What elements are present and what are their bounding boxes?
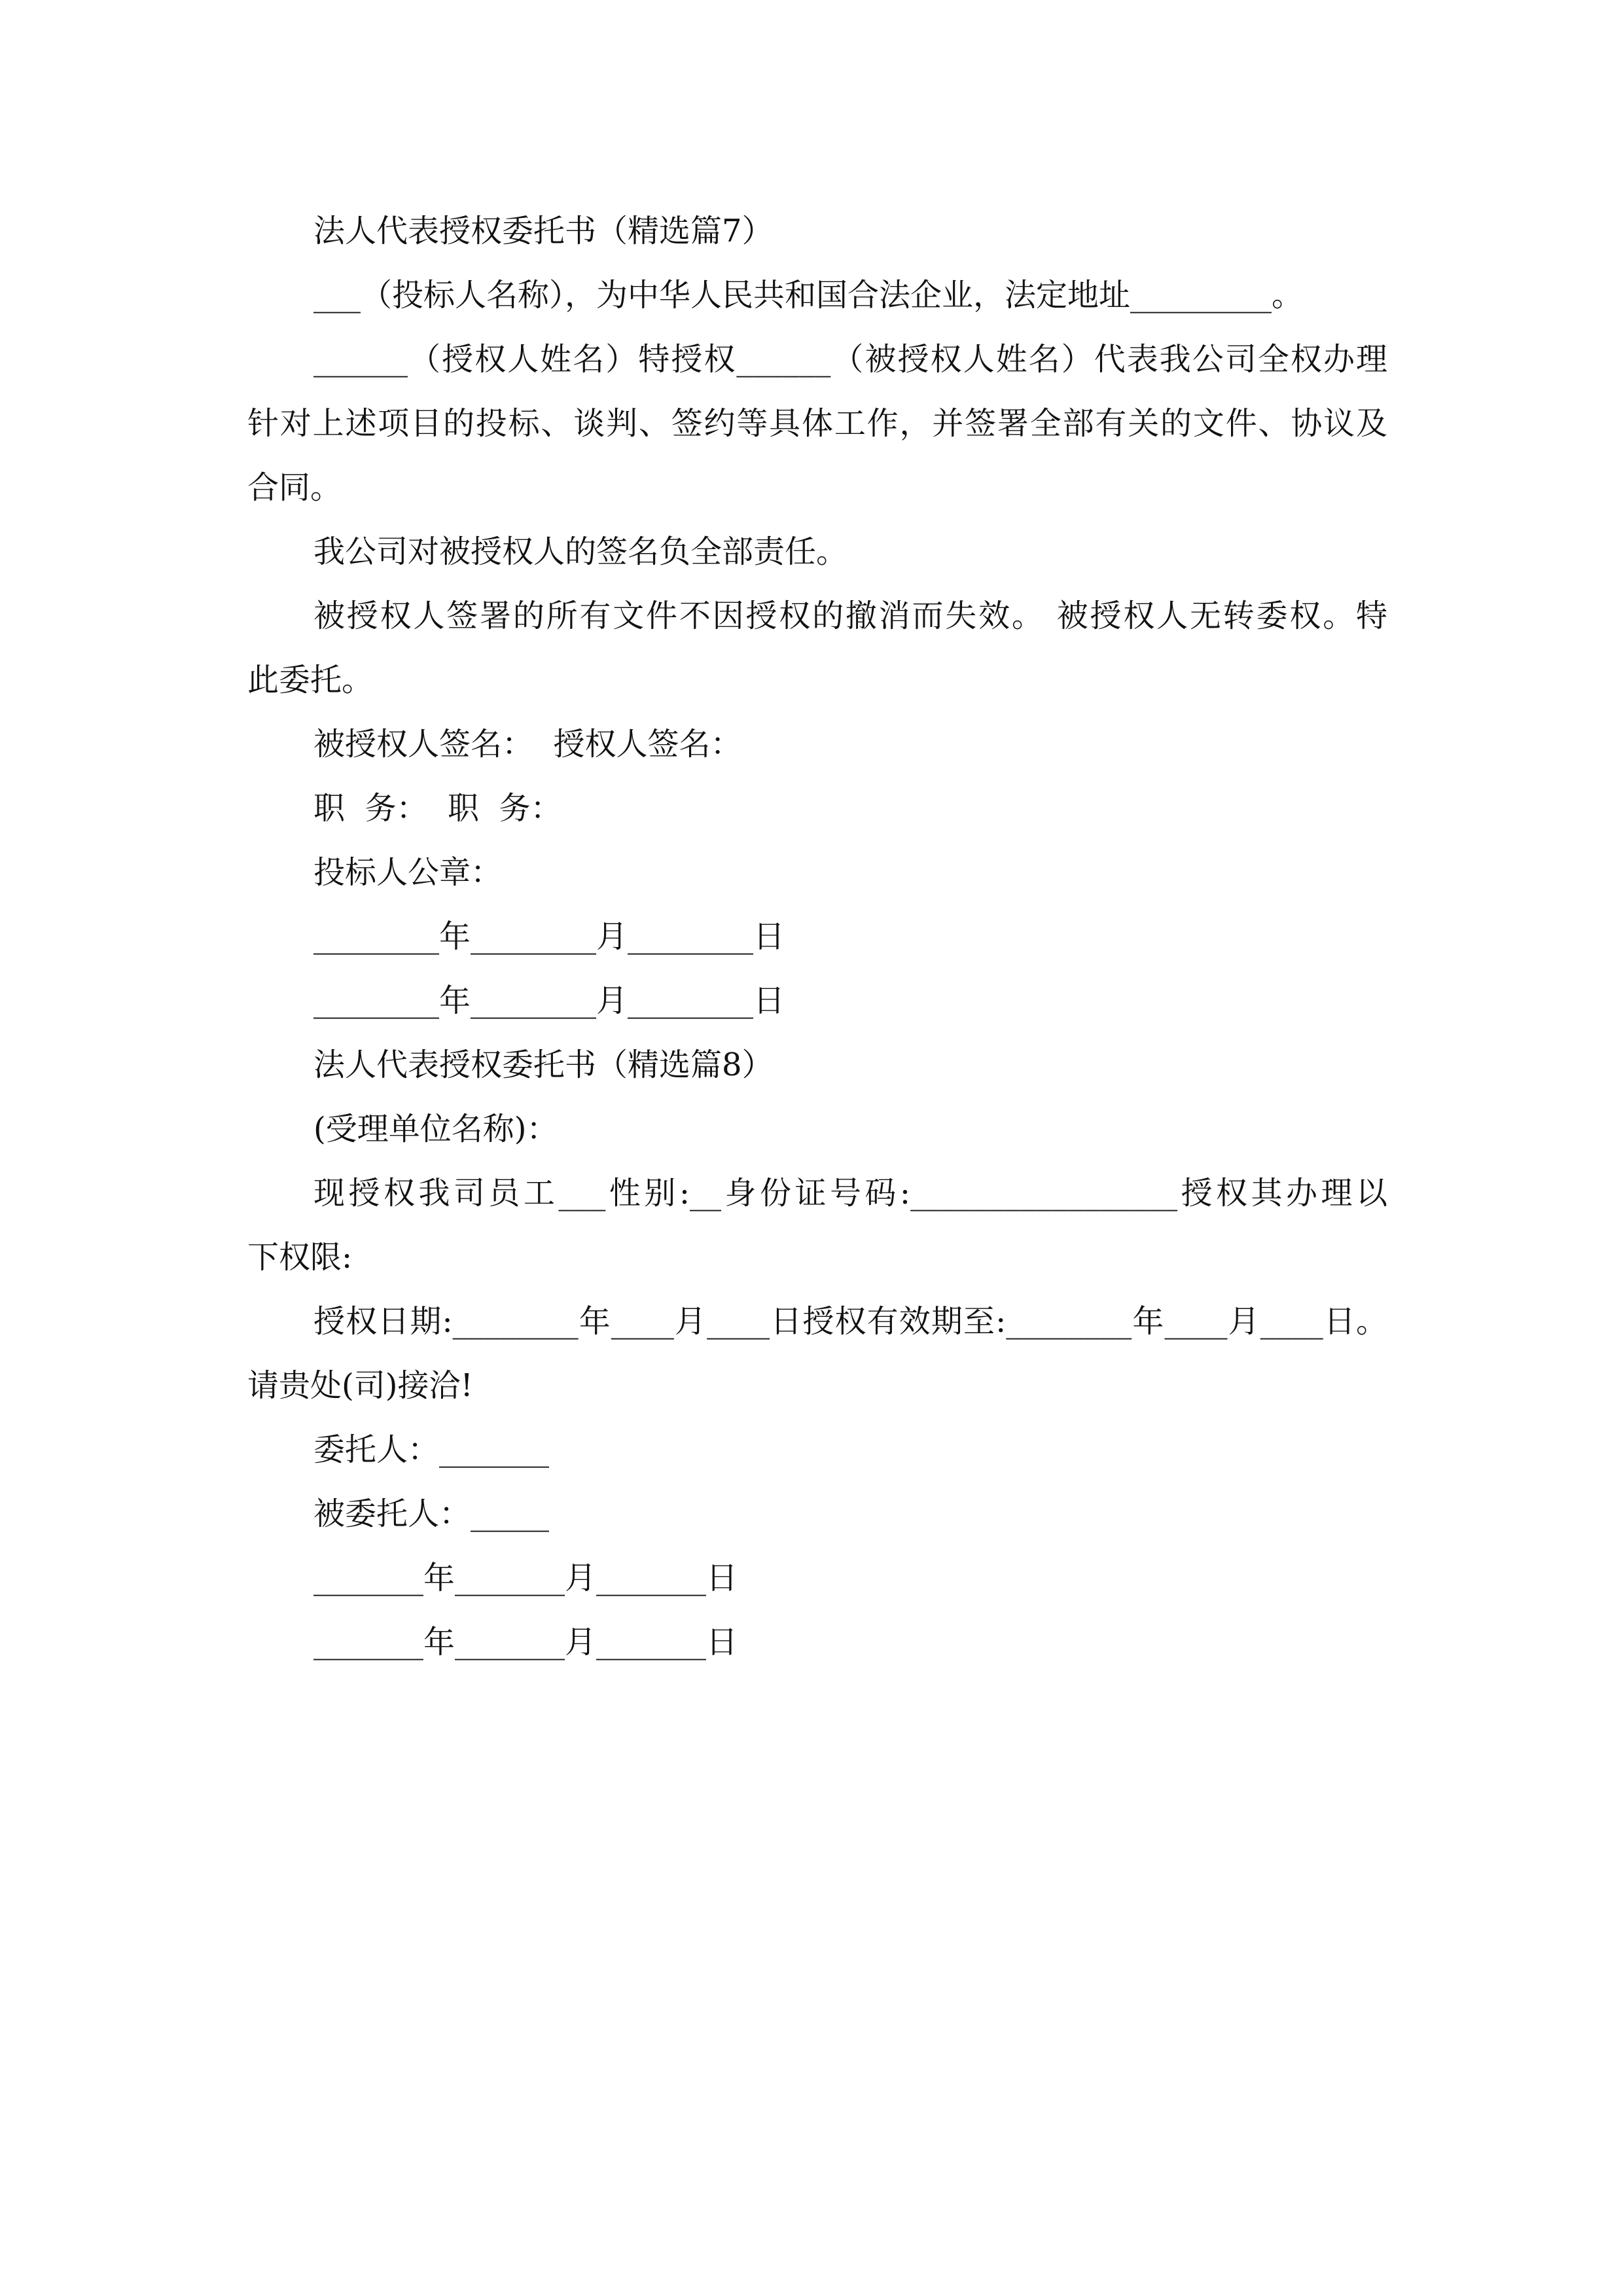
agent-line: 被委托人：_____ [313, 1496, 550, 1532]
section7-title: 法人代表授权委托书（精选篇7） [313, 213, 774, 249]
paragraph: 授权日期:________年____月____日授权有效期至:________年____月____日。 [313, 1303, 1387, 1340]
paragraph: 下权限: [247, 1239, 353, 1276]
paragraph: (受理单位名称)： [313, 1111, 558, 1147]
paragraph: 我公司对被授权人的签名负全部责任。 [313, 533, 848, 570]
document-body [247, 199, 1387, 1674]
paragraph: ___（投标人名称），为中华人民共和国合法企业，法定地址_________。 [313, 277, 1304, 314]
date-line: _______年_______月_______日 [313, 1624, 738, 1660]
paragraph: 请贵处(司)接洽! [247, 1367, 473, 1404]
seal-line: 投标人公章： [313, 854, 503, 891]
paragraph: 合同。 [247, 469, 342, 506]
date-line: ________年________月________日 [313, 918, 785, 955]
position-line: 职 务： 职 务： [313, 790, 562, 827]
paragraph: 被授权人签署的所有文件不因授权的撤消而失效。 被授权人无转委权。特 [313, 598, 1387, 634]
date-line: _______年_______月_______日 [313, 1560, 738, 1596]
date-line: ________年________月________日 [313, 982, 785, 1019]
paragraph: 现授权我司员工___性别:__身份证号码:_________________授权其办理以 [313, 1175, 1387, 1211]
signature-line: 被授权人签名： 授权人签名： [313, 726, 742, 762]
section8-title: 法人代表授权委托书（精选篇8） [313, 1047, 774, 1083]
principal-line: 委托人：_______ [313, 1431, 550, 1468]
paragraph: 此委托。 [247, 662, 374, 698]
paragraph: 针对上述项目的投标、谈判、签约等具体工作，并签署全部有关的文件、协议及 [247, 405, 1387, 442]
paragraph: ______（授权人姓名）特授权______（被授权人姓名）代表我公司全权办理 [313, 341, 1387, 378]
